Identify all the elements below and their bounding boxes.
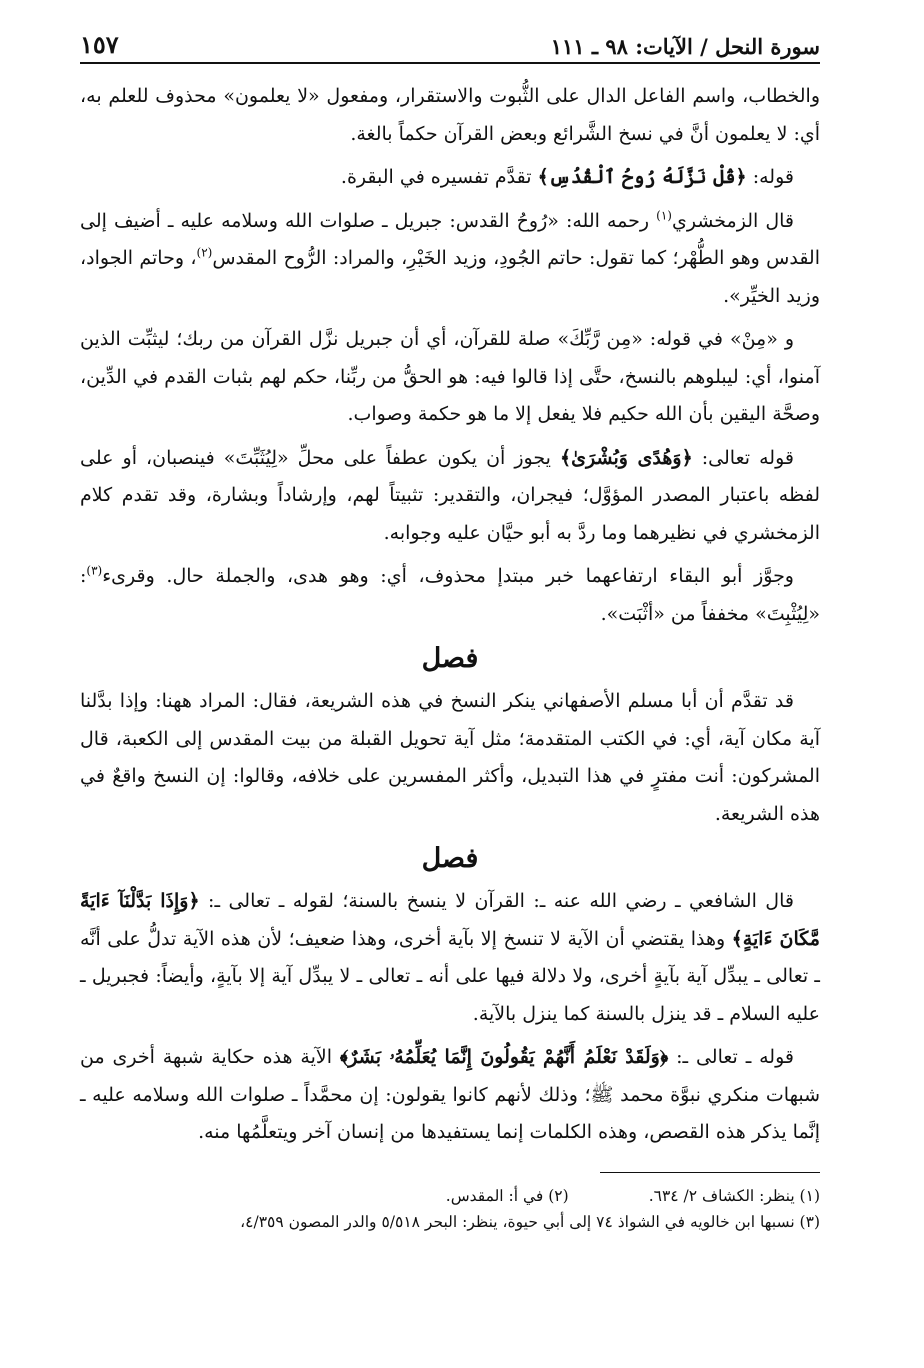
paragraph-2	[80, 159, 820, 197]
paragraph-7: قد تقدَّم أن أبا مسلم الأصفهاني ينكر النسخ في هذه الشريعة، فقال: المراد ههنا: وإذا بدَّلنا آية مكان آية، أي: في الكتب المتقدمة؛ مثل آية تحويل القبلة من بيت المقدس إلى الكعبة، قال المشركون: أنت مفترٍ في هذا التبديل، وأكثر المفسرين على خلافه، وقالوا: إن النسخ واقعٌ في هذه الشريعة.	[80, 690, 820, 825]
page-number: ١٥٧	[80, 30, 119, 59]
running-header	[80, 30, 820, 64]
paragraph-5	[80, 440, 820, 553]
footnote-1: (١) ينظر: الكشاف ٢/ ٦٣٤.	[648, 1186, 820, 1205]
text-run: وجوَّز أبو البقاء ارتفاعهما خبر مبتدإ محذوف، أي: وهو هدى، والجملة حال. وقرىء	[102, 565, 794, 587]
text-run: الآية هذه حكاية شبهة أخرى من شبهات منكري نبوَّة محمد ﷺ؛ وذلك لأنهم كانوا يقولون: إن محمَّداً ـ صلوات الله وسلامه عليه ـ إنَّما يذكر هذه القصص، وهذه الكلمات إنما يستفيدها من إنسان آخر ويتعلَّمُها منه.	[80, 1046, 820, 1143]
quran-verse: ﴿قُلْ نَزَّلَهُ رُوحُ ٱلْقُدُسِ﴾	[537, 166, 747, 188]
footnote-3: (٣) نسبها ابن خالويه في الشواذ ٧٤ إلى أبي حيوة، ينظر: البحر ٥/٥١٨ والدر المصون ٤/٣٥٩،	[240, 1212, 820, 1231]
text-run: : «لِيُثْبِتَ» مخففاً من «أثْبَت».	[80, 565, 820, 625]
header-title: سورة النحل / الآيات: ٩٨ ـ ١١١	[550, 34, 820, 59]
text-run: قوله:	[752, 166, 794, 188]
paragraph-4: و «مِنْ» في قوله: «مِن رَّبِّكَ» صلة للقرآن، أي أن جبريل نزَّل القرآن من ربك؛ ليثبِّت الذين آمنوا، أي: ليبلوهم بالنسخ، حتَّى إذا قالوا فيه: هو الحقُّ من ربِّنا، حكم لهم بثبات القدم في الدِّين، وصحَّة اليقين بأن الله حكيم فلا يفعل إلا ما هو حكمة وصواب.	[80, 328, 820, 425]
section-heading: فصل	[421, 643, 479, 674]
text-run: قوله ـ تعالى ـ:	[676, 1046, 794, 1068]
paragraph-6	[80, 558, 820, 633]
text-run: قوله تعالى:	[701, 446, 794, 469]
footnote-ref[interactable]: (٣)	[86, 563, 103, 578]
text-run: يجوز أن يكون عطفاً على محلِّ «لِيُثَبِّتَ» فينصبان، أو على لفظه باعتبار المصدر المؤوَّل؛ فيجران، والتقدير: تثبيتاً لهم، وإرشاداً وبشارة، وقد تقدم كلام الزمخشري في نظيرهما وما ردَّ به أبو حيَّان عليه وجوابه.	[80, 446, 820, 544]
paragraph-3	[80, 203, 820, 316]
book-page	[80, 30, 820, 1235]
quran-verse: ﴿وَلَقَدْ نَعْلَمُ أَنَّهُمْ يَقُولُونَ إِنَّمَا يُعَلِّمُهُۥ بَشَرٌ﴾	[339, 1046, 669, 1068]
paragraph-8	[80, 883, 820, 1033]
footnote-divider	[600, 1172, 820, 1173]
quran-verse: ﴿وَهُدًى وَبُشْرَىٰ﴾	[560, 446, 693, 469]
footnotes-section	[80, 1172, 820, 1235]
quran-verse: ﴿وَإِذَا بَدَّلْنَآ ءَايَةً مَّكَانَ ءَايَةٍ﴾	[80, 890, 820, 950]
text-run: تقدَّم تفسيره في البقرة.	[340, 166, 532, 188]
footnote-ref[interactable]: (٢)	[196, 245, 213, 260]
text-run: وهذا يقتضي أن الآية لا تنسخ إلا بآية أخرى، وهذا ضعيف؛ لأن هذه الآية تدلُّ على أنَّه ـ تعالى ـ يبدِّل آية بآيةٍ أخرى، ولا دلالة فيها على أنه ـ تعالى ـ لا يبدِّل آية إلا بآيةٍ، وأيضاً: فجبريل ـ عليه السلام ـ قد ينزل بالسنة كما ينزل بالآية.	[80, 927, 820, 1025]
footnote-ref[interactable]: (١)	[656, 208, 672, 223]
paragraph-1: والخطاب، واسم الفاعل الدال على الثُّبوت والاستقرار، ومفعول «لا يعلمون» محذوف للعلم به، أي: لا يعلمون أنَّ في نسخ الشَّرائع وبعض القرآن حكماً بالغة.	[80, 85, 820, 145]
paragraph-9	[80, 1039, 820, 1152]
text-run: قال الشافعي ـ رضي الله عنه ـ: القرآن لا ينسخ بالسنة؛ لقوله ـ تعالى ـ:	[208, 890, 794, 912]
section-heading: فصل	[421, 843, 479, 874]
text-run: رحمه الله: «رُوحُ القدس: جبريل ـ صلوات الله وسلامه عليه ـ أضيف إلى القدس وهو الطُّهْر؛ كما تقول: حاتم الجُودِ، وزيد الخَيْرِ، والمراد: الرُّوح المقدس	[80, 209, 821, 269]
footnote-row	[80, 1183, 820, 1209]
footnote-2: (٢) في أ: المقدس.	[445, 1186, 569, 1205]
page-body	[80, 78, 820, 1152]
text-run: قال الزمخشري	[671, 209, 795, 232]
text-run: ، وحاتم الجواد، وزيد الخيِّر».	[80, 247, 820, 307]
